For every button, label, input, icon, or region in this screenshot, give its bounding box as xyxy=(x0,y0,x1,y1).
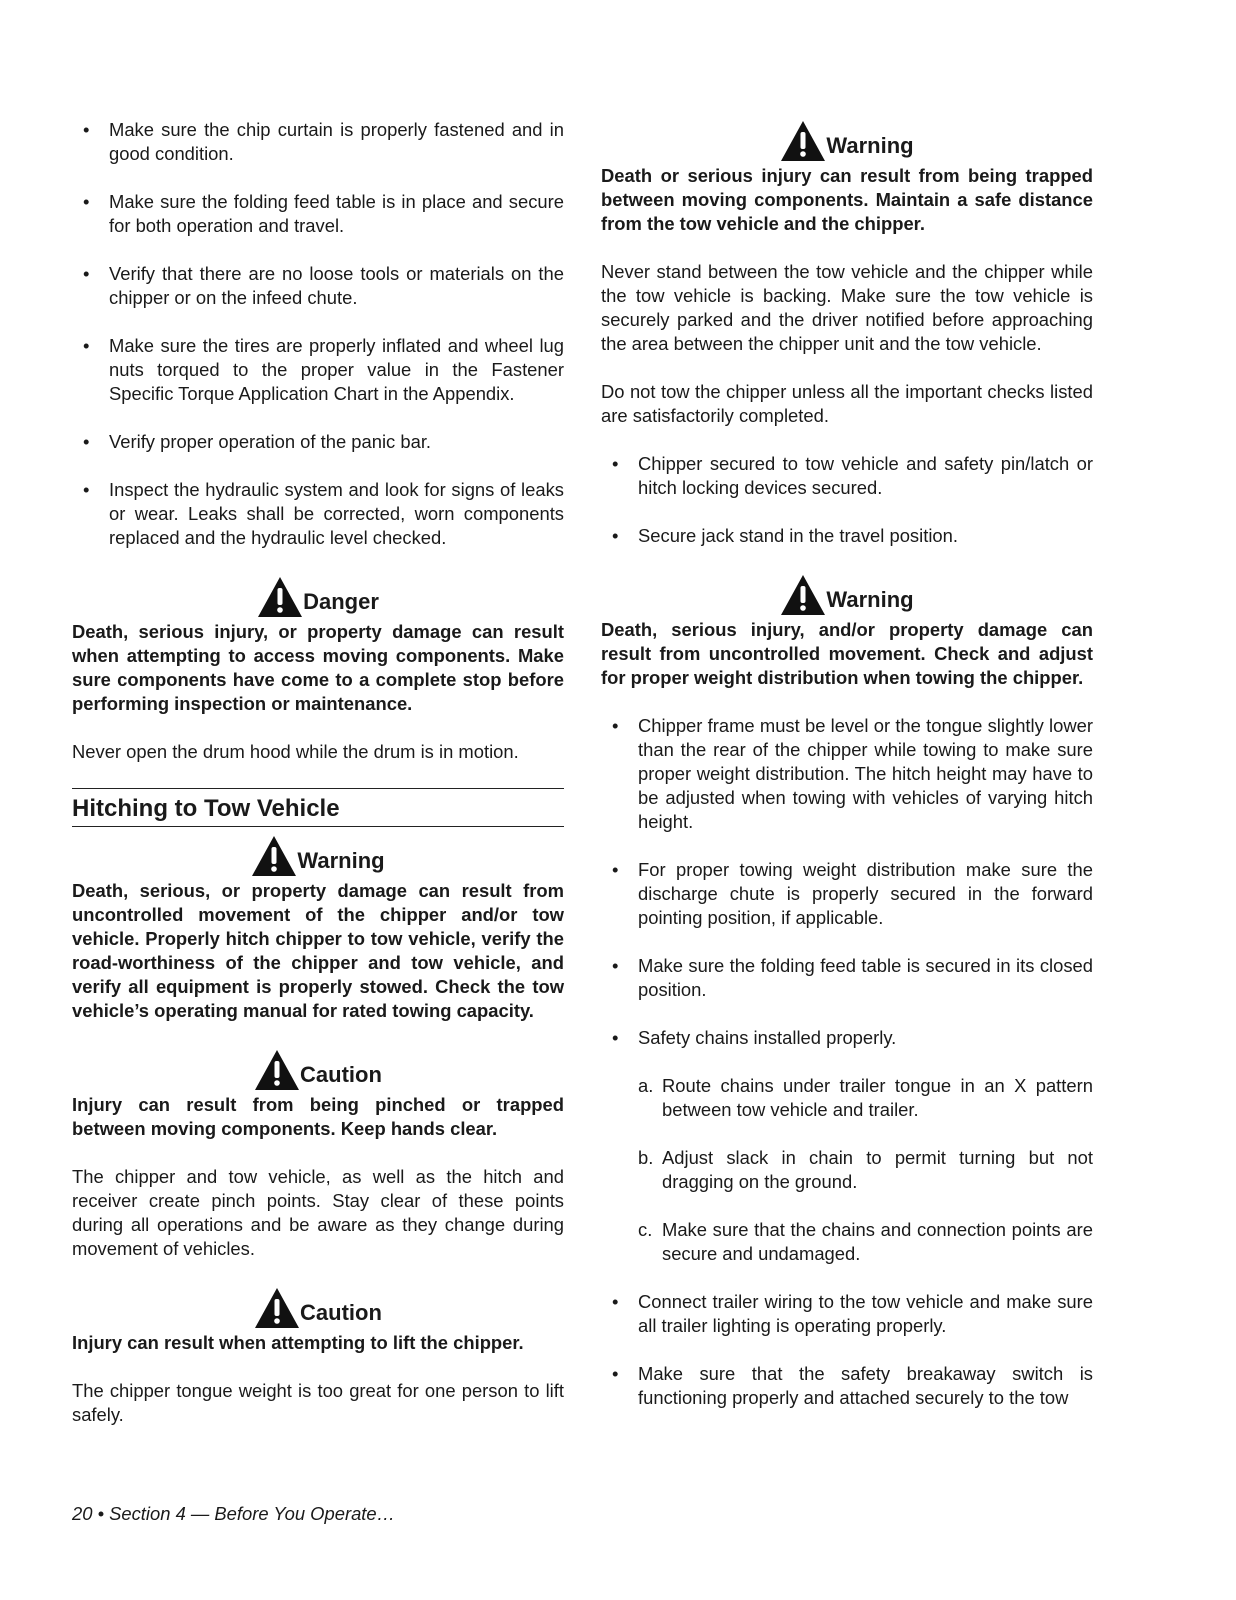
warning-header xyxy=(72,833,564,877)
section-title: Hitching to Tow Vehicle xyxy=(72,788,564,827)
caution-note: The chipper tongue weight is too great for one person to lift safely. xyxy=(72,1380,564,1425)
right-column xyxy=(601,118,1093,1434)
danger-header xyxy=(72,574,564,618)
page-footer: 20 • Section 4 — Before You Operate… xyxy=(72,1503,396,1524)
list-item: • Inspect the hydraulic system and look for signs of leaks or wear. Leaks shall be corrected, worn components replaced and the hydraulic level checked. xyxy=(72,478,564,550)
warning-triangle-icon xyxy=(257,576,303,618)
sub-marker: c. xyxy=(638,1219,653,1240)
pre-check-list xyxy=(72,118,564,550)
warning-text: Death or serious injury can result from being trapped between moving components. Maintain a safe distance from the tow vehicle and the chipper. xyxy=(601,165,1093,234)
warning-triangle-icon xyxy=(780,120,826,162)
list-item: • Make sure the folding feed table is in place and secure for both operation and travel. xyxy=(72,190,564,238)
towing-list xyxy=(601,714,1093,1050)
sub-text: Route chains under trailer tongue in an X pattern between tow vehicle and trailer. xyxy=(662,1075,1093,1120)
danger-text: Death, serious injury, or property damage can result when attempting to access moving components. Make sure components have come to a complete stop before performing inspection or maintenance. xyxy=(72,621,564,714)
list-item: • Verify proper operation of the panic bar. xyxy=(72,430,564,454)
list-item: • Make sure the folding feed table is secured in its closed position. xyxy=(601,954,1093,1002)
list-item: • Secure jack stand in the travel position. xyxy=(601,524,1093,548)
warning-triangle-icon xyxy=(254,1287,300,1329)
list-item: • Make sure the tires are properly inflated and wheel lug nuts torqued to the proper value in the Fastener Specific Torque Application Chart in the Appendix. xyxy=(72,334,564,406)
paragraph: Never stand between the tow vehicle and the chipper while the tow vehicle is backing. Make sure the tow vehicle is securely parked and the driver notified before approaching the area between the chipper unit and the tow vehicle. xyxy=(601,261,1093,354)
caution-header xyxy=(72,1285,564,1329)
sub-list-item xyxy=(601,1218,1093,1266)
sub-list-item xyxy=(601,1146,1093,1194)
paragraph: Do not tow the chipper unless all the important checks listed are satisfactorily completed. xyxy=(601,381,1093,426)
caution-label: Caution xyxy=(300,1062,382,1087)
warning-triangle-icon xyxy=(251,835,297,877)
list-item: • Safety chains installed properly. xyxy=(601,1026,1093,1050)
final-list xyxy=(601,1290,1093,1410)
warning-label: Warning xyxy=(826,133,914,158)
warning-triangle-icon xyxy=(780,574,826,616)
sub-marker: b. xyxy=(638,1147,654,1168)
list-item: • Verify that there are no loose tools or materials on the chipper or on the infeed chute. xyxy=(72,262,564,310)
caution-label: Caution xyxy=(300,1300,382,1325)
danger-label: Danger xyxy=(303,589,379,614)
warning-header xyxy=(601,118,1093,162)
warning-header xyxy=(601,572,1093,616)
caution-text: Injury can result from being pinched or trapped between moving components. Keep hands clear. xyxy=(72,1094,564,1139)
sub-text: Make sure that the chains and connection points are secure and undamaged. xyxy=(662,1219,1093,1264)
caution-text: Injury can result when attempting to lift the chipper. xyxy=(72,1332,524,1353)
list-item: • For proper towing weight distribution make sure the discharge chute is properly secured in the forward pointing position, if applicable. xyxy=(601,858,1093,930)
list-item: • Chipper frame must be level or the tongue slightly lower than the rear of the chipper while towing to make sure proper weight distribution. The hitch height may have to be adjusted when towing with vehicles of varying hitch height. xyxy=(601,714,1093,834)
caution-header xyxy=(72,1047,564,1091)
left-column xyxy=(72,118,564,1451)
caution-note: The chipper and tow vehicle, as well as the hitch and receiver create pinch points. Stay clear of these points during all operations and be aware as they change during movement of vehicles. xyxy=(72,1166,564,1259)
sub-text: Adjust slack in chain to permit turning but not dragging on the ground. xyxy=(662,1147,1093,1192)
list-item: • Chipper secured to tow vehicle and safety pin/latch or hitch locking devices secured. xyxy=(601,452,1093,500)
list-item: • Connect trailer wiring to the tow vehicle and make sure all trailer lighting is operating properly. xyxy=(601,1290,1093,1338)
warning-label: Warning xyxy=(826,587,914,612)
list-item: • Make sure the chip curtain is properly fastened and in good condition. xyxy=(72,118,564,166)
sub-list-item xyxy=(601,1074,1093,1122)
warning-label: Warning xyxy=(297,848,385,873)
danger-note: Never open the drum hood while the drum is in motion. xyxy=(72,741,519,762)
list-item: • Make sure that the safety breakaway switch is functioning properly and attached securely to the tow xyxy=(601,1362,1093,1410)
tow-check-list xyxy=(601,452,1093,548)
warning-triangle-icon xyxy=(254,1049,300,1091)
chain-steps xyxy=(601,1074,1093,1266)
sub-marker: a. xyxy=(638,1075,654,1096)
warning-text: Death, serious, or property damage can result from uncontrolled movement of the chipper and/or tow vehicle. Properly hitch chipper to tow vehicle, verify the road-worthiness of the chipper and tow vehicle, and verify all equipment is properly stowed. Check the tow vehicle’s operating manual for rated towing capacity. xyxy=(72,880,564,1021)
warning-text: Death, serious injury, and/or property damage can result from uncontrolled movement. Check and adjust for proper weight distribution when towing the chipper. xyxy=(601,619,1093,688)
